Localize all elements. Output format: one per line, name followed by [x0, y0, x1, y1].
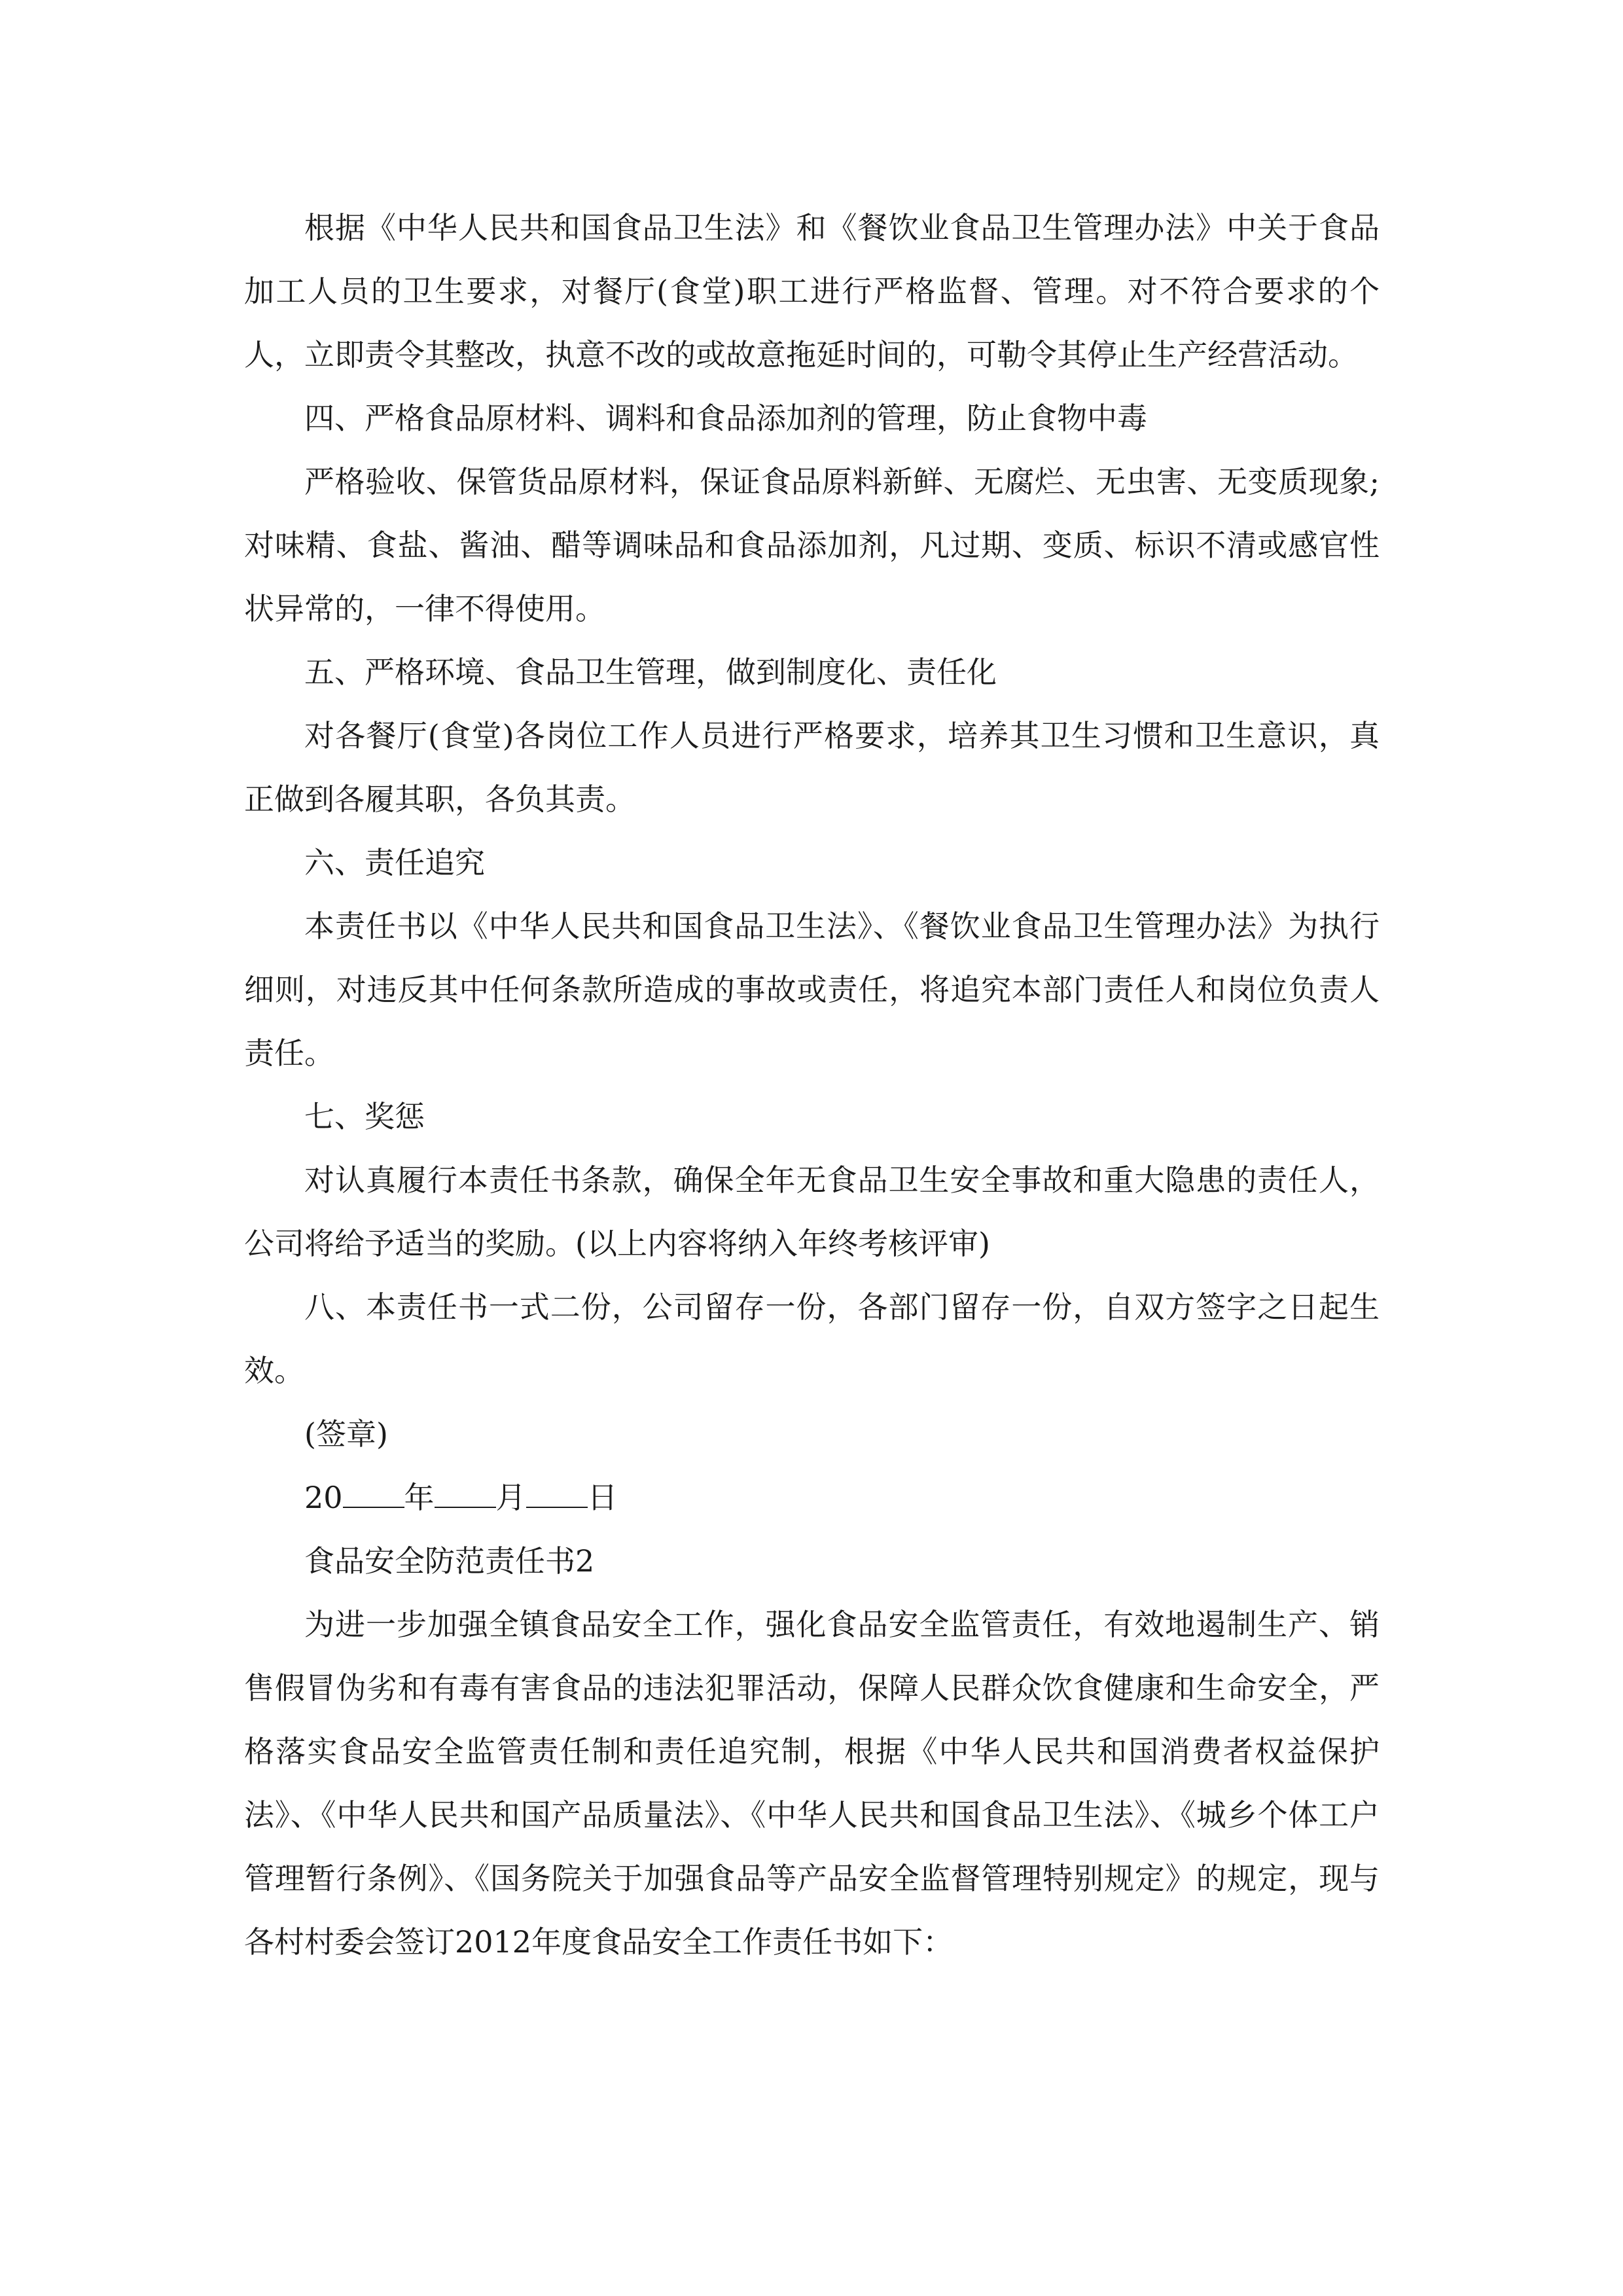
- paragraph-copies: 八、本责任书一式二份，公司留存一份，各部门留存一份，自双方签字之日起生效。: [244, 1289, 1380, 1388]
- date-line: [244, 1466, 1380, 1530]
- paragraph-rewards: 对认真履行本责任书条款，确保全年无食品卫生安全事故和重大隐患的责任人，公司将给予适当的奖励。(以上内容将纳入年终考核评审): [244, 1162, 1380, 1261]
- day-blank: [526, 1475, 588, 1508]
- month-blank: [435, 1475, 496, 1508]
- section-heading-4: 四、严格食品原材料、调料和食品添加剂的管理，防止食物中毒: [304, 401, 1147, 436]
- date-year-label: 年: [404, 1480, 435, 1515]
- date-day-label: 日: [587, 1480, 618, 1515]
- section-heading-5: 五、严格环境、食品卫生管理，做到制度化、责任化: [304, 655, 997, 690]
- signature-seal-label: (签章): [304, 1416, 388, 1452]
- date-month-label: 月: [495, 1480, 526, 1515]
- document-title-2: 食品安全防范责任书2: [304, 1543, 595, 1579]
- paragraph-hygiene-requirements: 根据《中华人民共和国食品卫生法》和《餐饮业食品卫生管理办法》中关于食品加工人员的卫生要求，对餐厅(食堂)职工进行严格监督、管理。对不符合要求的个人，立即责令其整改，执意不改的或故意拖延时间的，可勒令其停止生产经营活动。: [244, 210, 1380, 372]
- year-blank: [343, 1475, 404, 1508]
- section-heading-6: 六、责任追究: [304, 845, 485, 880]
- date-prefix: 20: [304, 1480, 343, 1515]
- paragraph-intro-2: 为进一步加强全镇食品安全工作，强化食品安全监管责任，有效地遏制生产、销售假冒伪劣和有毒有害食品的违法犯罪活动，保障人民群众饮食健康和生命安全，严格落实食品安全监管责任制和责任追究制，根据《中华人民共和国消费者权益保护法》、《中华人民共和国产品质量法》、《中华人民共和国食品卫生法》、《城乡个体工户管理暂行条例》、《国务院关于加强食品等产品安全监督管理特别规定》的规定，现与各村村委会签订2012年度食品安全工作责任书如下：: [244, 1607, 1380, 1960]
- document-body: [244, 196, 1380, 1974]
- paragraph-accountability: 本责任书以《中华人民共和国食品卫生法》、《餐饮业食品卫生管理办法》为执行细则，对违反其中任何条款所造成的事故或责任，将追究本部门责任人和岗位负责人责任。: [244, 908, 1380, 1071]
- paragraph-raw-materials: 严格验收、保管货品原材料，保证食品原料新鲜、无腐烂、无虫害、无变质现象;对味精、食盐、酱油、醋等调味品和食品添加剂，凡过期、变质、标识不清或感官性状异常的，一律不得使用。: [244, 464, 1380, 626]
- paragraph-staff-requirements: 对各餐厅(食堂)各岗位工作人员进行严格要求，培养其卫生习惯和卫生意识，真正做到各履其职，各负其责。: [244, 718, 1380, 817]
- section-heading-7: 七、奖惩: [304, 1099, 425, 1134]
